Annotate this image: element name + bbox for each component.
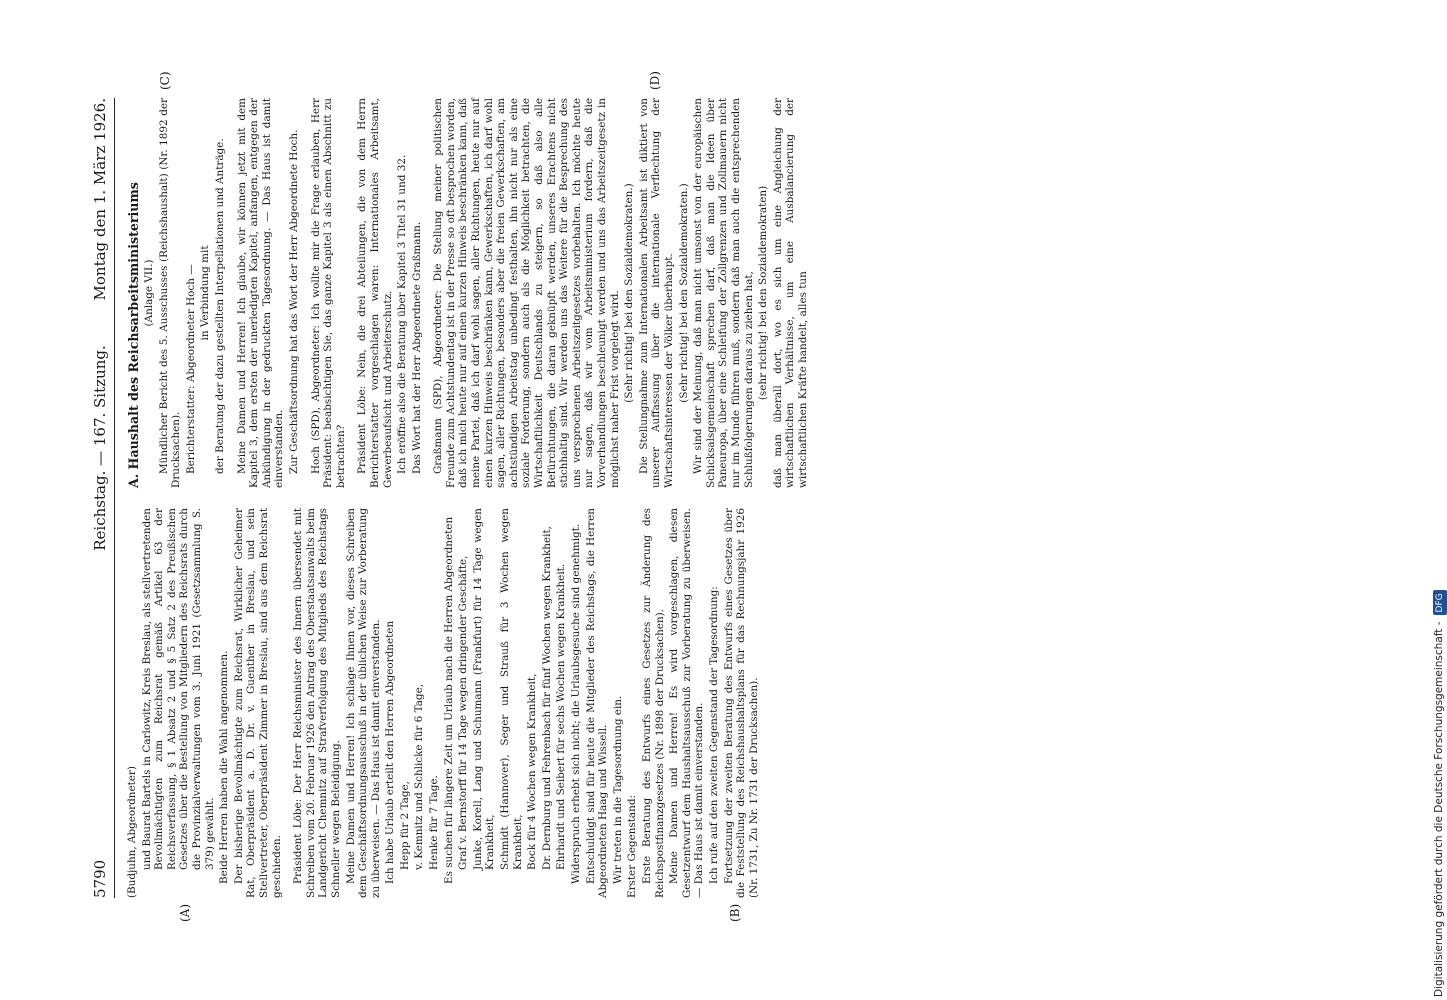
section-heading: A. Haushalt des Reichsarbeitsministeriums	[126, 182, 141, 488]
page-number: 5790	[91, 859, 109, 898]
paragraph: in Verbindung mit	[199, 245, 212, 341]
margin-mark-b: (B)	[728, 903, 742, 922]
agenda-label: Erster Gegenstand:	[626, 795, 639, 898]
speech: Hoch (SPD), Abgeordneter: Ich wollte mir die Frage erlauben, Herr Präsident: beabsichtigen Sie, das ganze Kapitel 3 als einen Abschnitt zu betrachten?	[309, 98, 347, 488]
interjection: (Sehr richtig! bei den Sozialdemokraten.)	[677, 183, 690, 403]
margin-mark-d: (D)	[648, 71, 662, 90]
margin-mark-c: (C)	[158, 71, 172, 90]
dfg-logo: DFG	[1433, 590, 1447, 615]
page-header	[88, 98, 115, 898]
right-text-column	[126, 98, 1316, 488]
agenda-item: Erste Beratung des Entwurfs eines Gesetzes zur Änderung des Reichspostfinanzgesetzes (Nr. 1898 der Drucksachen).	[640, 508, 666, 898]
paragraph: Meine Damen und Herren! Ich glaube, wir können jetzt mit dem Kapitel 3, dem ersten der unerledigten Kapitel, anfangen, entgegen der Ankündigung in der gedruckten Tagesordnung. — Das Haus ist damit einverstanden.	[235, 98, 286, 488]
paragraph: Das Wort hat der Herr Abgeordnete Graßmann.	[410, 221, 423, 474]
paragraph: daß man überall dort, wo es sich um eine Angleichung der wirtschaftlichen Verhältnisse, um eine Ausbalancierung der wirtschaftlichen Kräfte handelt, alles tun	[771, 98, 809, 488]
paragraph: Mündlicher Bericht des 5. Ausschusses (Reichshaushalt) (Nr. 1892 der Drucksachen).	[157, 98, 183, 488]
paragraph: Meine Damen und Herren! Ich schlage Ihnen vor, dieses Schreiben dem Geschäftsordnungsausschuß in der üblichen Weise zur Vorberatung zu überweisen. — Das Haus ist damit einverstanden.	[344, 508, 382, 898]
credit-text: Digitalisierung gefördert durch die Deutsche Forschungsgemeinschaft -	[1433, 621, 1445, 997]
session-title: Reichstag. — 167. Sitzung.	[91, 345, 109, 551]
paragraph: Es suchen für längere Zeit um Urlaub nach die Herren Abgeordneten	[442, 516, 455, 884]
paragraph: und Baurat Bartels in Carlowitz, Kreis Breslau, als stellvertretenden Bevollmächtigten zum Reichsrat gemäß Artikel 63 der Reichsverfassung, § 1 Absatz 2 und § 5 Satz 2 des Preußischen Gesetzes über die Bestellung von Mitgliedern des Reichsrats durch die Provinzialverwaltungen vom 3. Juni 1921 (Gesetzsammlung S. 379) gewählt.	[140, 508, 216, 870]
paragraph: Entschuldigt sind für heute die Mitglieder des Reichstags, die Herren Abgeordneten Haag und Wissell.	[584, 508, 610, 898]
paragraph: Berichterstatter: Abgeordneter Hoch —	[184, 264, 197, 474]
interjection: (sehr richtig! bei den Sozialdemokraten)	[757, 185, 770, 401]
leave-entry: v. Kemnitz und Schlicke für 6 Tage,	[413, 683, 426, 870]
paragraph: Meine Damen und Herren! Es wird vorgeschlagen, diesen Gesetzentwurf dem Haushaltsausschuß zur Vorberatung zu überweisen. — Das Haus ist damit einverstanden.	[668, 508, 706, 898]
leave-entry: Henke für 7 Tage.	[428, 775, 441, 870]
document-page	[88, 71, 1328, 922]
annex-label: (Anlage VII.)	[143, 259, 155, 327]
margin-mark-a: (A)	[178, 903, 192, 922]
leave-entry: Graf v. Bernstorff für 14 Tage wegen dringender Geschäfte,	[457, 555, 470, 870]
session-date: Montag den 1. März 1926.	[91, 98, 109, 301]
left-text-column	[126, 508, 1316, 898]
president-speech: Präsident Löbe: Der Herr Reichsminister des Innern übersendet mit Schreiben vom 20. Februar 1926 den Antrag des Oberstaatsanwalts beim Landgericht Chemnitz auf Strafverfolgung des Mitglieds des Reichstags Schneller wegen Beleidigung.	[292, 508, 342, 898]
paragraph: Ich rufe auf den zweiten Gegenstand der Tagesordnung:	[707, 586, 720, 884]
paragraph: Beide Herren haben die Wahl angenommen.	[218, 650, 231, 884]
interjection: (Sehr richtig! bei den Sozialdemokraten.)	[623, 183, 636, 403]
paragraph: Widerspruch erhebt sich nicht; die Urlaubsgesuche sind genehmigt.	[570, 523, 582, 884]
rotated-scanned-page	[88, 71, 1328, 922]
speaker-reference: (Budjuhn, Abgeordneter)	[126, 766, 138, 898]
digitization-credit	[1432, 7, 1446, 997]
paragraph: Die Stellungnahme zum Internationalen Arbeitsamt ist diktiert von unserer Auffassung über die internationale Verflechtung der Wirtschaftsinteressen der Völker überhaupt.	[637, 98, 675, 488]
paragraph: Wir treten in die Tagesordnung ein.	[611, 695, 624, 884]
paragraph: Zur Geschäftsordnung hat das Wort der Herr Abgeordnete Hoch.	[287, 129, 300, 474]
leave-entry: Schmidt (Hannover), Seger und Strauß für 3 Wochen wegen Krankheit,	[499, 508, 524, 870]
speech: Graßmann (SPD), Abgeordneter: Die Stellung meiner politischen Freunde zum Achtstundentag ist in der Presse so oft besprochen worden, daß ich mich heute nur auf einen kurzen Hinweis beschränken kann, daß meine Partei, daß ich darf wohl sagen, aller Richtungen, heute nur auf einen kurzen Hinweis beschränken kann, Gewerkschaften, ich darf wohl sagen, aller Richtungen, besonders aber die freien Gewerkschaften, am achtstündigen Arbeitstag unbedingt festhalten, ihn nicht nur als eine soziale Forderung, sondern auch als die Möglichkeit betrachten, die Wirtschaftlichkeit Deutschlands zu steigern, so daß also alle Befürchtungen, die daran geknüpft werden, unseres Erachtens nicht stichhaltig sind. Wir werden uns das Weitere für die Besprechung des uns versprochenen Arbeitszeitgesetzes vorbehalten. Ich möchte heute nur sagen, daß wir vom Arbeitsministerium fordern, daß die Vorverhandlungen beschleunigt werden und uns das Arbeitszeitgesetz in möglichst naher Frist vorgelegt wird.	[432, 98, 621, 488]
paragraph: Wir sind der Meinung, daß man nicht umsonst von der europäischen Schicksalsgemeinschaft sprechen darf, daß man die Ideen über Paneuropa, über eine Schleifung der Zollgrenzen und Zollmauern nicht nur im Munde führen muß, sondern daß man auch die entsprechenden Schlußfolgerungen daraus zu ziehen hat,	[692, 98, 755, 488]
leave-entry: Dr. Dernburg und Fehrenbach für fünf Wochen wegen Krankheit,	[540, 526, 553, 870]
paragraph: der Beratung der dazu gestellten Interpellationen und Anträge.	[213, 138, 226, 474]
leave-entry: Bock für 4 Wochen wegen Krankheit,	[526, 673, 539, 870]
paragraph: Ich habe Urlaub erteilt den Herren Abgeordneten	[384, 620, 397, 884]
leave-entry: Hepp für 2 Tage,	[398, 781, 411, 870]
agenda-item: Fortsetzung der zweiten Beratung des Entwurfs eines Gesetzes über die Feststellung des Reichshaushaltsplans für das Rechnungsjahr 1926 (Nr. 1731, Zu Nr. 1731 der Drucksachen).	[722, 508, 760, 898]
leave-entry: Junke, Korell, Lang und Schumann (Frankfurt) für 14 Tage wegen Krankheit,	[471, 508, 497, 870]
paragraph: Ich eröffne also die Beratung über Kapitel 3 Titel 31 und 32.	[396, 154, 409, 474]
paragraph: Der bisherige Bevollmächtigte zum Reichsrat, Wirklicher Geheimer Rat, Oberpräsident a. D. Dr. v. Guenther in Breslau, und sein Stellvertreter, Oberpräsident Zimmer in Breslau, sind aus dem Reichsrat geschieden.	[232, 508, 283, 898]
president-speech: Präsident Löbe: Nein, die drei Abteilungen, die von dem Herrn Berichterstatter vorgeschlagen waren: Internationales Arbeitsamt, Gewerbeaufsicht und Arbeiterschutz.	[356, 98, 394, 488]
leave-entry: Ehrhardt und Seibert für sechs Wochen wegen Krankheit.	[555, 563, 568, 870]
